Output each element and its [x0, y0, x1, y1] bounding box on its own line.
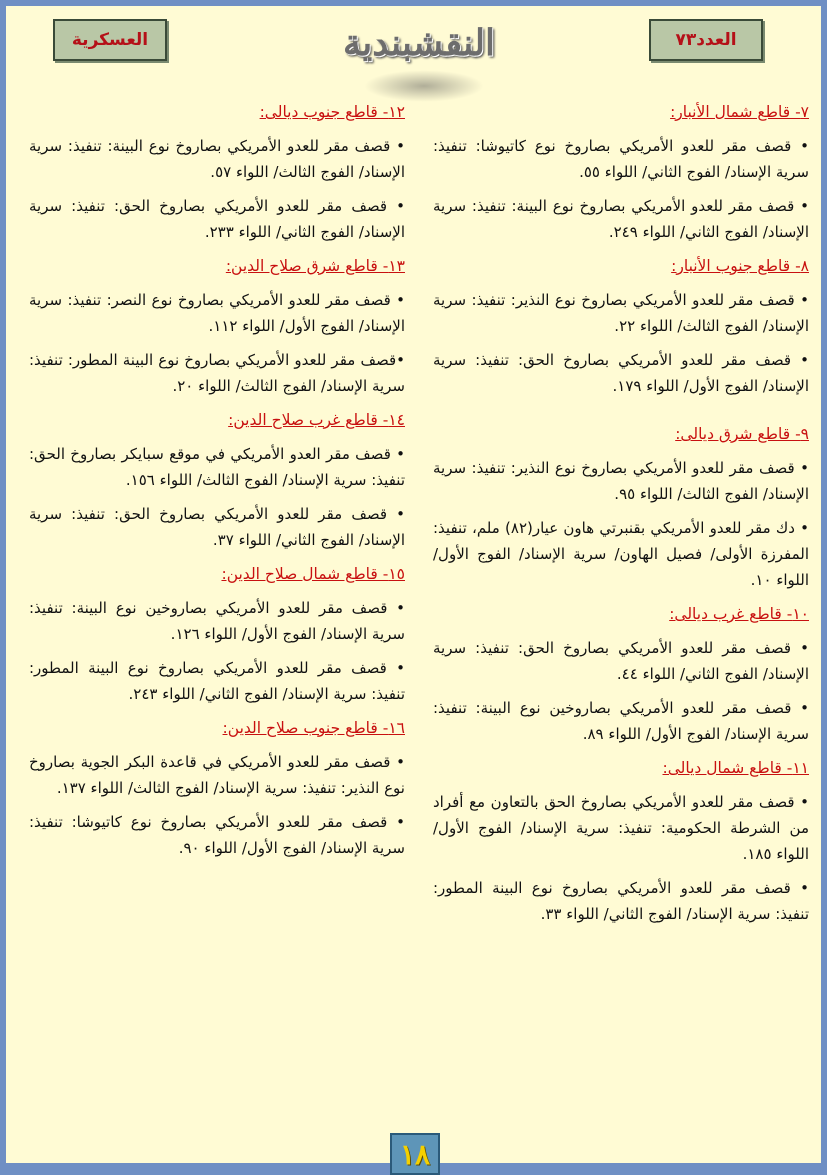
- report-item: • قصف مقر للعدو الأمريكي بصاروخ الحق: تنفيذ: سرية الإسناد/ الفوج الثاني/ اللواء ٣٧.: [29, 505, 405, 549]
- section-heading: ١٥- قاطع شمال صلاح الدين:: [221, 565, 405, 583]
- section-heading: ٧- قاطع شمال الأنبار:: [670, 103, 809, 121]
- left-column: [29, 99, 405, 869]
- report-item: • قصف مقر للعدو الأمريكي بصاروخين نوع البينة: تنفيذ: سرية الإسناد/ الفوج الأول/ اللواء ٨٩.: [433, 699, 809, 743]
- section-badge: [53, 19, 167, 61]
- page: [6, 6, 821, 1171]
- report-item: • قصف مقر للعدو الأمريكي بصاروخ الحق: تنفيذ: سرية الإسناد/ الفوج الثاني/ اللواء ٤٤.: [433, 639, 809, 683]
- section-heading: ١١- قاطع شمال ديالى:: [662, 759, 809, 777]
- report-item: • قصف مقر للعدو الأمريكي بصاروخ نوع البينة المطور: تنفيذ: سرية الإسناد/ الفوج الثاني/ اللواء ٢٤٣.: [29, 659, 405, 703]
- report-item: • قصف مقر العدو الأمريكي في موقع سبايكر بصاروخ الحق: تنفيذ: سرية الإسناد/ الفوج الثالث/ اللواء ١٥٦.: [29, 445, 405, 489]
- report-item: • قصف مقر للعدو الأمريكي بصاروخ نوع النذير: تنفيذ: سرية الإسناد/ الفوج الثالث/ اللواء ٢٢.: [433, 291, 809, 335]
- logo-text: النقشبندية: [342, 22, 496, 64]
- section-heading: ١٢- قاطع جنوب ديالى:: [259, 103, 405, 121]
- report-item: • دك مقر للعدو الأمريكي بقنبرتي هاون عيار(٨٢) ملم، تنفيذ: المفرزة الأولى/ فصيل الهاون/ سرية الإسناد/ الفوج الأول/ اللواء ١٠.: [433, 519, 809, 589]
- section-badge-label: العسكرية: [71, 30, 149, 50]
- section-heading: ١٠- قاطع غرب ديالى:: [669, 605, 809, 623]
- report-item: •قصف مقر للعدو الأمريكي بصاروخ نوع البينة المطور: تنفيذ: سرية الإسناد/ الفوج الثالث/ اللواء ٢٠.: [29, 351, 405, 395]
- page-number-label: ١٨: [399, 1137, 431, 1171]
- report-item: • قصف مقر للعدو الأمريكي بصاروخ الحق: تنفيذ: سرية الإسناد/ الفوج الثاني/ اللواء ٢٣٣.: [29, 197, 405, 241]
- section-heading: ٨- قاطع جنوب الأنبار:: [671, 257, 809, 275]
- logo-shadow: [364, 70, 484, 102]
- section-heading: ١٤- قاطع غرب صلاح الدين:: [228, 411, 405, 429]
- report-item: • قصف مقر للعدو الأمريكي بصاروخ نوع البينة: تنفيذ: سرية الإسناد/ الفوج الثالث/ اللواء ٥٧.: [29, 137, 405, 181]
- report-item: • قصف مقر للعدو الأمريكي بصاروخ الحق: تنفيذ: سرية الإسناد/ الفوج الأول/ اللواء ١٧٩.: [433, 351, 809, 395]
- section-heading: ٩- قاطع شرق ديالى:: [675, 425, 809, 443]
- report-item: • قصف مقر للعدو الأمريكي بصاروخ الحق بالتعاون مع أفراد من الشرطة الحكومية: تنفيذ: سرية الإسناد/ الفوج الأول/ اللواء ١٨٥.: [433, 793, 809, 863]
- report-item: • قصف مقر للعدو الأمريكي بصاروخ نوع البينة: تنفيذ: سرية الإسناد/ الفوج الثاني/ اللواء ٢٤٩.: [433, 197, 809, 241]
- report-item: • قصف مقر للعدو الأمريكي بصاروخ نوع كاتيوشا: تنفيذ: سرية الإسناد/ الفوج الثاني/ اللواء ٥٥.: [433, 137, 809, 181]
- issue-badge: [649, 19, 763, 61]
- spacer: [433, 407, 809, 421]
- report-item: • قصف مقر للعدو الأمريكي بصاروخين نوع البينة: تنفيذ: سرية الإسناد/ الفوج الأول/ اللواء ١٢٦.: [29, 599, 405, 643]
- section-heading: ١٣- قاطع شرق صلاح الدين:: [225, 257, 405, 275]
- section-heading: ١٦- قاطع جنوب صلاح الدين:: [222, 719, 405, 737]
- right-column: [433, 99, 809, 935]
- magazine-logo: [324, 18, 514, 104]
- report-item: • قصف مقر للعدو الأمريكي بصاروخ نوع كاتيوشا: تنفيذ: سرية الإسناد/ الفوج الأول/ اللواء ٩٠.: [29, 813, 405, 857]
- report-item: • قصف مقر للعدو الأمريكي بصاروخ نوع البينة المطور: تنفيذ: سرية الإسناد/ الفوج الثاني/ اللواء ٣٣.: [433, 879, 809, 923]
- issue-badge-label: العدد٧٣: [675, 30, 737, 50]
- report-item: • قصف مقر للعدو الأمريكي بصاروخ نوع النصر: تنفيذ: سرية الإسناد/ الفوج الأول/ اللواء ١١٢.: [29, 291, 405, 335]
- report-item: • قصف مقر للعدو الأمريكي في قاعدة البكر الجوية بصاروخ نوع النذير: تنفيذ: سرية الإسناد/ الفوج الثالث/ اللواء ١٣٧.: [29, 753, 405, 797]
- report-item: • قصف مقر للعدو الأمريكي بصاروخ نوع النذير: تنفيذ: سرية الإسناد/ الفوج الثالث/ اللواء ٩٥.: [433, 459, 809, 503]
